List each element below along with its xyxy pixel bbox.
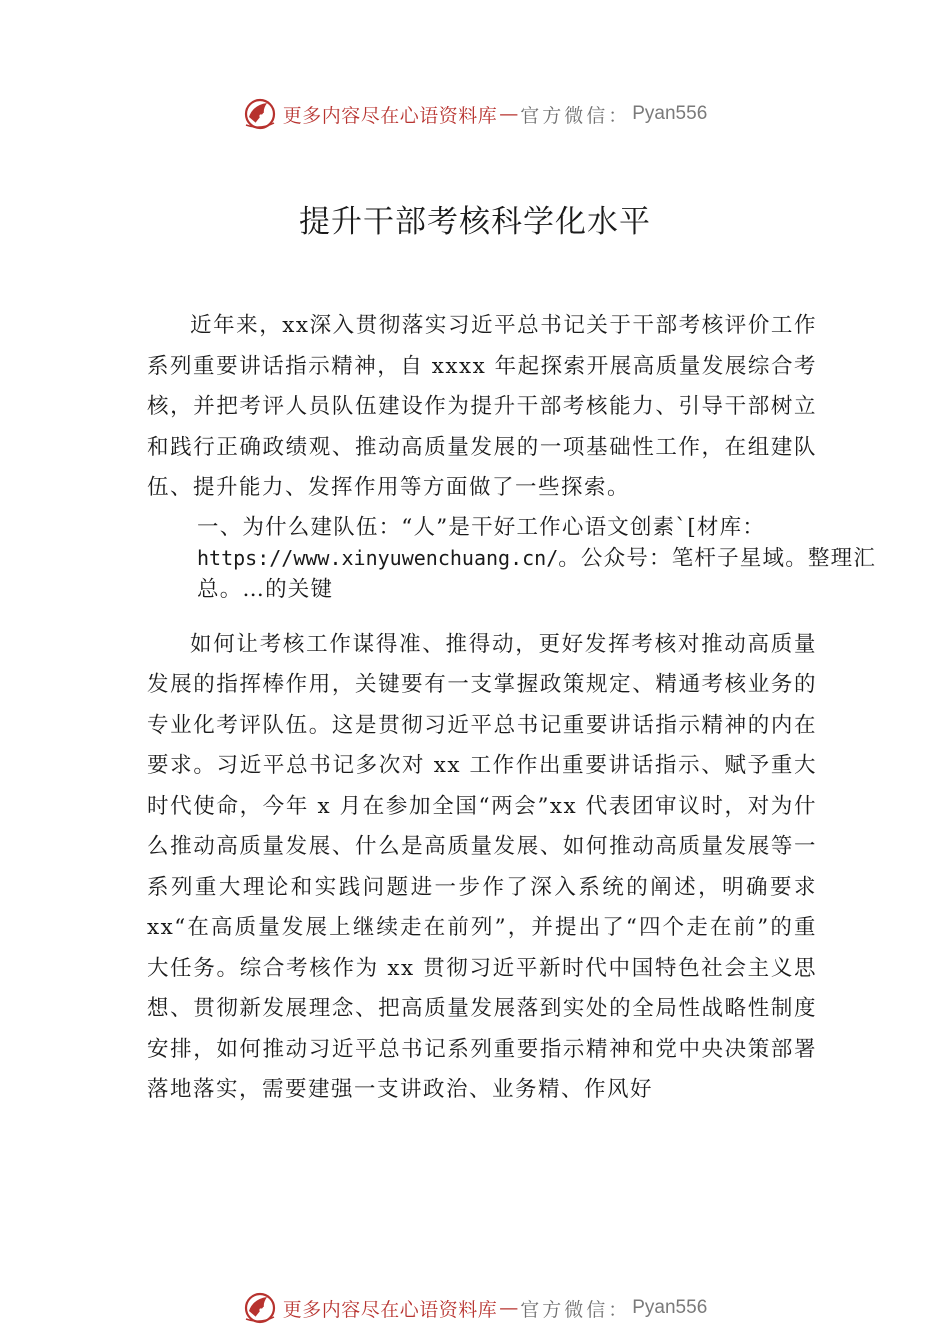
pen-nib-logo-icon [243, 97, 277, 131]
watermark-dash: — [499, 103, 519, 125]
watermark-label: 官方微信： [520, 1298, 631, 1321]
section-heading-text: 一、为什么建队伍：“人”是干好工作心语文创素`[材库： [197, 514, 766, 540]
document-title: 提升干部考核科学化水平 [299, 204, 651, 240]
watermark-footer [0, 1288, 950, 1328]
body-paragraph: 如何让考核工作谋得准、推得动，更好发挥考核对推动高质量发展的指挥棒作用，关键要有一支掌握政策规定、精通考核业务的专业化考评队伍。这是贯彻习近平总书记重要讲话指示精神的内在要求。习近平总书记多次对 xx 工作作出重要讲话指示、赋予重大时代使命，今年 x 月在参加全国“两会”xx 代表团审议时，对为什么推动高质量发展、什么是高质量发展、如何推动高质量发展等一系列重大理论和实践问题进一步作了深入系统的阐述，明确要求 xx“在高质量发展上继续走在前列”，并提出了“四个走在前”的重大任务。综合考核作为 xx 贯彻习近平新时代中国特色社会主义思想、贯彻新发展理念、把高质量发展落到实处的全局性战略性制度安排，如何推动习近平总书记系列重要指示精神和党中央决策部署落地落实，需要建强一支讲政治、业务精、作风好 [147, 631, 817, 1102]
section-heading-tail: 。公众号：笔杆子星域。整理汇总。…的关键 [197, 545, 877, 602]
intro-paragraph: 近年来，xx深入贯彻落实习近平总书记关于干部考核评价工作系列重要讲话指示精神，自 xxxx 年起探索开展高质量发展综合考核，并把考评人员队伍建设作为提升干部考核能力、引导干部树立和践行正确政绩观、推动高质量发展的一项基础性工作，在组建队伍、提升能力、发挥作用等方面做了一些探索。 [147, 313, 817, 500]
pen-nib-logo-icon [243, 1291, 277, 1325]
watermark-dash: — [499, 1297, 519, 1319]
watermark-id: Pyan556 [632, 103, 708, 124]
document-body [147, 306, 877, 1111]
section-heading [197, 509, 907, 625]
watermark-header [0, 94, 950, 134]
watermark-id: Pyan556 [632, 1297, 708, 1318]
watermark-brand: 更多内容尽在心语资料库 [282, 1298, 498, 1321]
watermark-label: 官方微信： [520, 104, 631, 127]
watermark-brand: 更多内容尽在心语资料库 [282, 104, 498, 127]
source-url: https://www.xinyuwenchuang.cn/ [197, 545, 559, 570]
